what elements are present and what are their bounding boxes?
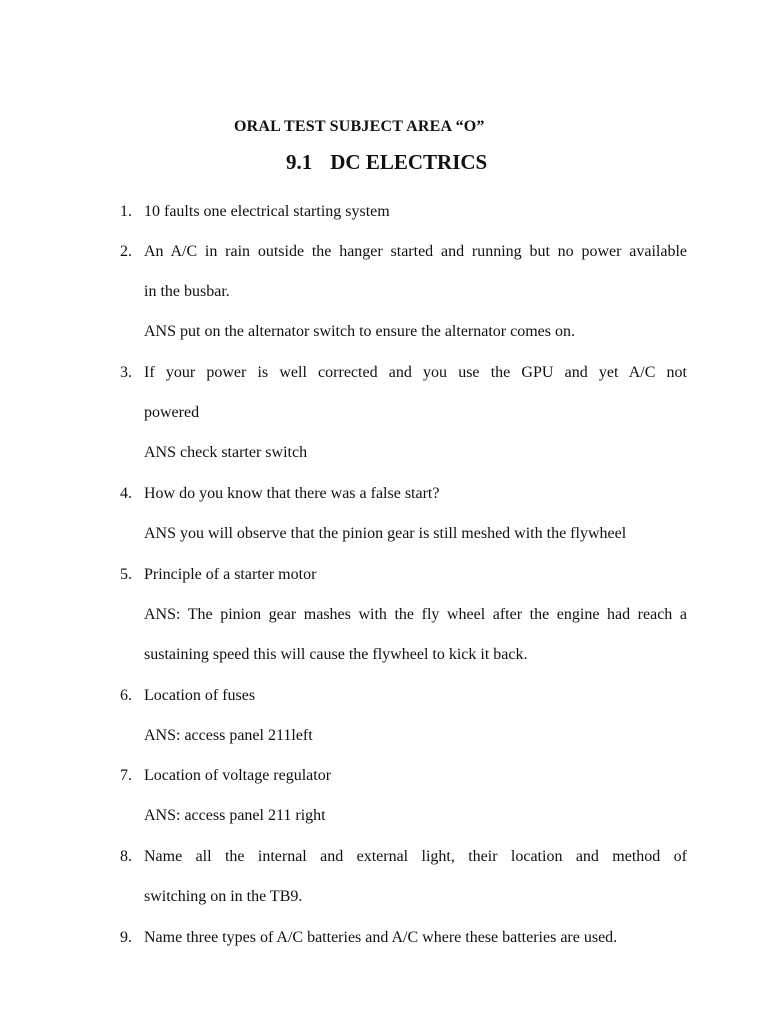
question-line: Name three types of A/C batteries and A/C where these batteries are used. — [144, 929, 618, 946]
item-number: 6. — [120, 687, 132, 704]
question-line: How do you know that there was a false start? — [144, 485, 440, 502]
question-line: powered — [144, 404, 200, 421]
question-line: in the busbar. — [144, 283, 230, 300]
section-title-text: DC ELECTRICS — [330, 150, 488, 174]
section-title — [286, 150, 487, 175]
question-line: switching on in the TB9. — [144, 888, 303, 905]
answer-line: ANS: access panel 211left — [144, 727, 313, 744]
subject-heading: ORAL TEST SUBJECT AREA “O” — [234, 118, 485, 135]
answer-line: ANS check starter switch — [144, 444, 308, 461]
question-line: An A/C in rain outside the hanger started and running but no power available — [144, 243, 687, 260]
answer-line: ANS put on the alternator switch to ensure the alternator comes on. — [144, 323, 575, 340]
question-line: If your power is well corrected and you use the GPU and yet A/C not — [144, 364, 687, 381]
question-line: 10 faults one electrical starting system — [144, 203, 390, 220]
question-line: Name all the internal and external light, their location and method of — [144, 848, 687, 865]
item-number: 2. — [120, 243, 132, 260]
question-line: Location of voltage regulator — [144, 767, 332, 784]
item-number: 5. — [120, 566, 132, 583]
section-number: 9.1 — [286, 150, 313, 174]
item-number: 8. — [120, 848, 132, 865]
item-number: 9. — [120, 929, 132, 946]
item-number: 3. — [120, 364, 132, 381]
answer-line: sustaining speed this will cause the flywheel to kick it back. — [144, 646, 528, 663]
item-number: 7. — [120, 767, 132, 784]
question-line: Location of fuses — [144, 687, 256, 704]
answer-line: ANS you will observe that the pinion gear is still meshed with the flywheel — [144, 525, 627, 542]
item-number: 1. — [120, 203, 132, 220]
item-number: 4. — [120, 485, 132, 502]
answer-line: ANS: access panel 211 right — [144, 807, 326, 824]
question-line: Principle of a starter motor — [144, 566, 317, 583]
answer-line: ANS: The pinion gear mashes with the fly wheel after the engine had reach a — [144, 606, 687, 623]
